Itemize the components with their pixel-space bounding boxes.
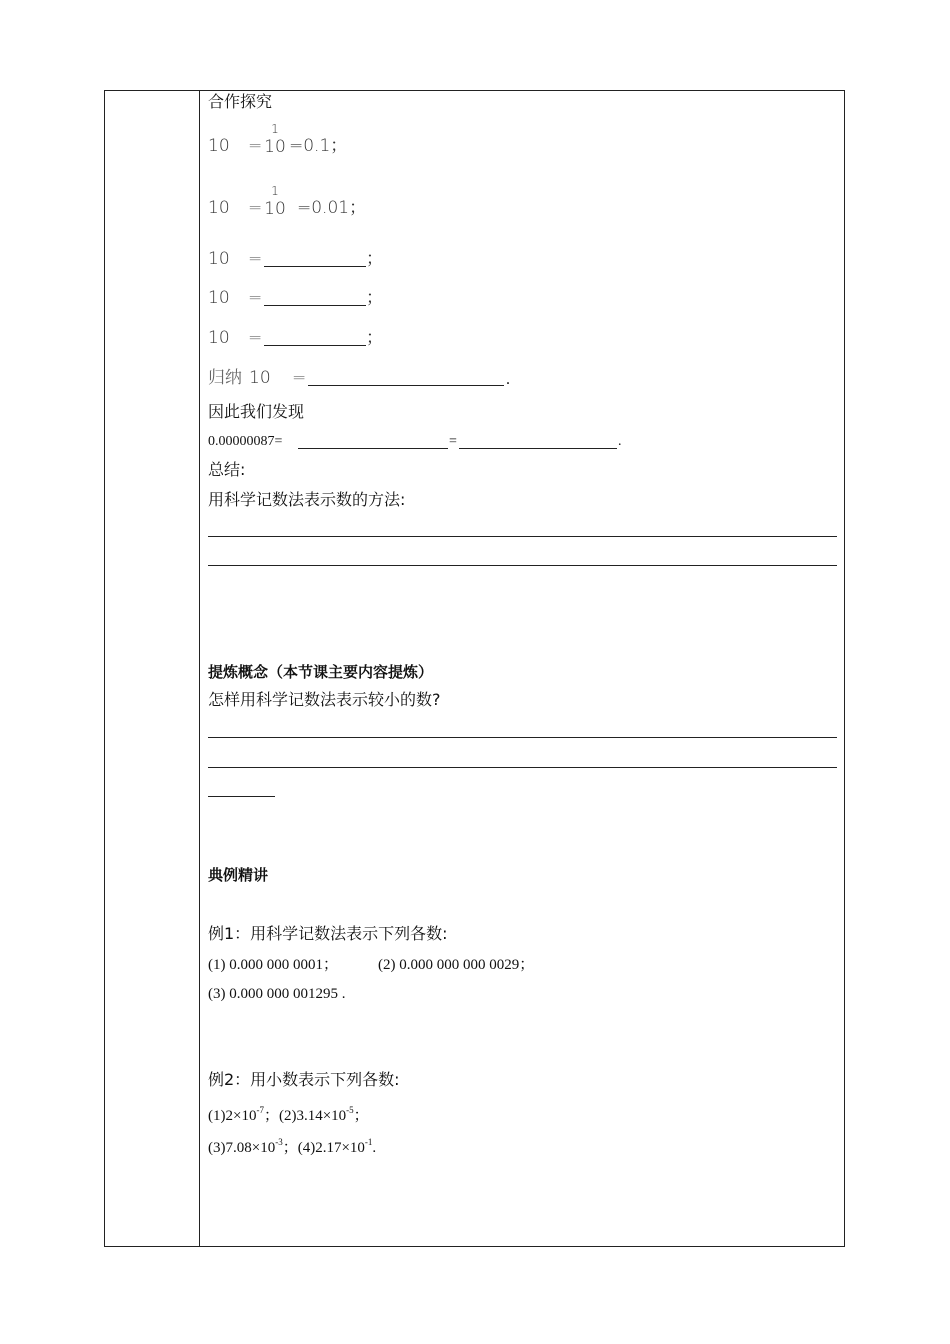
left-column: [105, 91, 200, 1246]
ex2-item4: ；(4)2.17×10: [282, 1140, 365, 1156]
eq3-base: 10: [208, 249, 230, 269]
section-title-coop: 合作探究: [208, 92, 273, 111]
answer-line[interactable]: [208, 565, 837, 566]
eq1-denominator: 10: [264, 137, 286, 157]
induction-end: .: [506, 371, 510, 388]
eq3-blank[interactable]: [264, 250, 366, 267]
ex2-item1: (1)2×10: [208, 1108, 257, 1124]
concept-question: 怎样用科学记数法表示较小的数?: [208, 690, 441, 709]
ex2-item4-exp: -1: [364, 1137, 373, 1147]
eq5-end: ；: [366, 328, 383, 348]
eq2-numerator: 1: [271, 184, 279, 198]
ex2-item2: ；(2)3.14×10: [263, 1108, 347, 1124]
eq4-end: ；: [366, 288, 383, 308]
decimal-end: .: [618, 434, 622, 449]
ex2-item3: (3)7.08×10: [208, 1140, 276, 1156]
decimal-value: 0.00000087=: [208, 434, 283, 449]
decimal-blank-2[interactable]: [459, 432, 617, 449]
eq4-blank[interactable]: [264, 289, 366, 306]
induction-base: 10: [249, 368, 271, 388]
ex1-item1: (1) 0.000 000 0001；: [208, 957, 338, 973]
eq3-end: ；: [366, 249, 383, 269]
eq1-fraction: [264, 122, 286, 158]
eq1-base: 10: [208, 136, 230, 156]
eq2-base: 10: [208, 198, 230, 218]
induction-eq: =: [292, 368, 307, 388]
eq5-eq: =: [248, 328, 263, 348]
eq1-eq: =: [248, 136, 263, 156]
eq2-fraction: [264, 184, 286, 220]
eq3-eq: =: [248, 249, 263, 269]
answer-line[interactable]: [208, 536, 837, 537]
ex2-line2: [208, 1132, 376, 1158]
eq4-eq: =: [248, 288, 263, 308]
induction-prefix: 归纳: [208, 368, 242, 388]
ex1-item3: (3) 0.000 000 001295 .: [208, 986, 346, 1002]
eq4-base: 10: [208, 288, 230, 308]
ex2-line1-end: ；: [353, 1108, 369, 1124]
decimal-blank-1[interactable]: [298, 432, 448, 449]
induction-blank[interactable]: [308, 369, 504, 386]
ex2-line2-end: .: [372, 1140, 377, 1156]
ex2-line1: [208, 1100, 369, 1126]
method-label: 用科学记数法表示数的方法:: [208, 490, 406, 509]
ex2-item3-exp: -3: [275, 1137, 283, 1147]
decimal-mid: =: [449, 434, 457, 449]
eq1-result: =0.1；: [289, 136, 348, 156]
answer-line[interactable]: [208, 767, 837, 768]
ex2-item2-exp: -5: [346, 1105, 354, 1115]
discover-text: 因此我们发现: [208, 402, 305, 421]
answer-line[interactable]: [208, 796, 275, 797]
summary-label: 总结:: [208, 460, 246, 479]
eq1-numerator: 1: [271, 122, 279, 136]
concept-title: 提炼概念（本节课主要内容提炼）: [208, 663, 434, 681]
ex1-label: 例1：用科学记数法表示下列各数:: [208, 924, 448, 943]
ex2-label: 例2：用小数表示下列各数:: [208, 1070, 400, 1089]
eq5-blank[interactable]: [264, 329, 366, 346]
ex1-item2: (2) 0.000 000 000 0029；: [378, 957, 535, 973]
ex2-item1-exp: -7: [256, 1105, 264, 1115]
eq2-eq: =: [248, 198, 263, 218]
eq2-result: =0.01；: [297, 198, 367, 218]
eq2-denominator: 10: [264, 199, 286, 219]
examples-title: 典例精讲: [208, 866, 269, 884]
answer-line[interactable]: [208, 737, 837, 738]
eq5-base: 10: [208, 328, 230, 348]
